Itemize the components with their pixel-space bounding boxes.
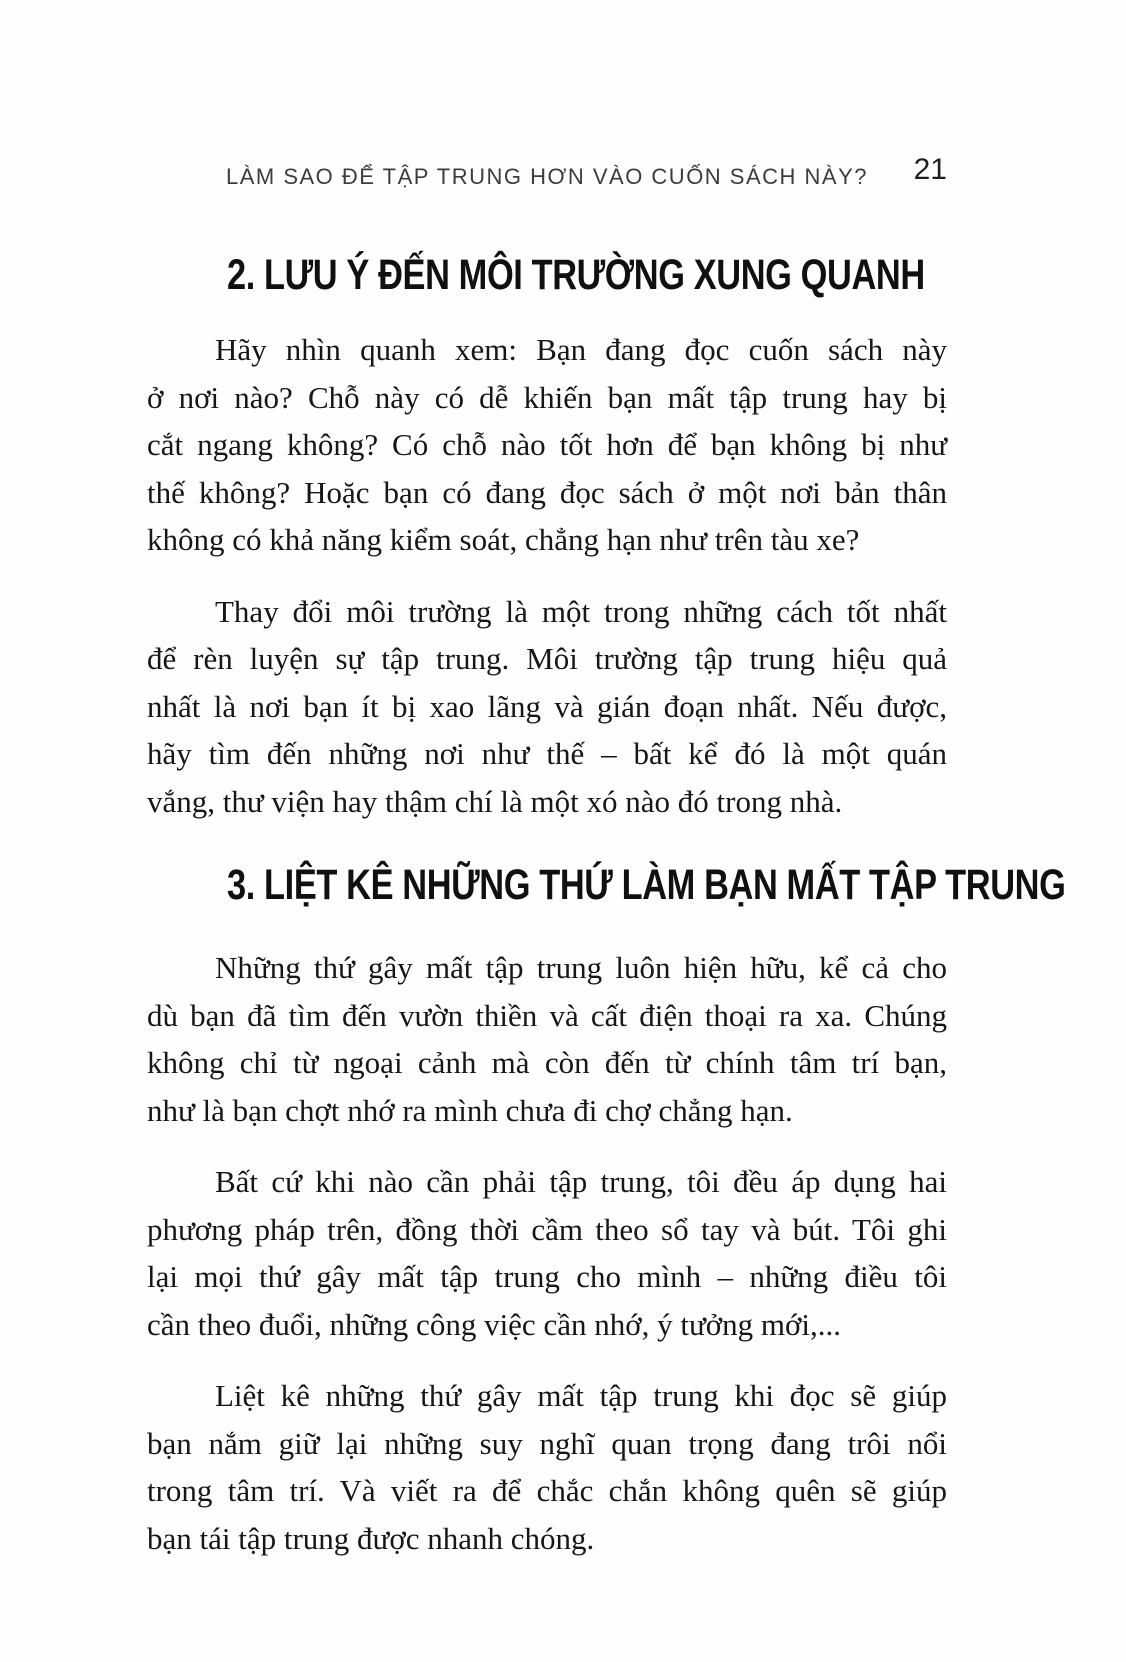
text-line: ở nơi nào? Chỗ này có dễ khiến bạn mất tập trung hay bị: [147, 379, 947, 415]
text-line: Bất cứ khi nào cần phải tập trung, tôi đều áp dụng hai: [215, 1164, 947, 1199]
text-line: dù bạn đã tìm đến vườn thiền và cất điện thoại ra xa. Chúng: [147, 997, 947, 1033]
text-line: trong tâm trí. Và viết ra để chắc chắn không quên sẽ giúp: [147, 1473, 947, 1508]
text-line: Liệt kê những thứ gây mất tập trung khi đọc sẽ giúp: [215, 1378, 947, 1413]
text-line: Thay đổi môi trường là một trong những cách tốt nhất: [215, 593, 947, 629]
section-body: [147, 326, 947, 825]
text-line: không chỉ từ ngoại cảnh mà còn đến từ chính tâm trí bạn,: [147, 1045, 947, 1080]
section-heading-environment: 2. LƯU Ý ĐẾN MÔI TRƯỜNG XUNG QUANH: [227, 251, 925, 299]
section-environment: [147, 250, 947, 825]
text-line: bạn nắm giữ lại những suy nghĩ quan trọng đang trôi nổi: [147, 1425, 947, 1461]
text-line: thế không? Hoặc bạn có đang đọc sách ở một nơi bản thân: [147, 474, 947, 510]
text-line: phương pháp trên, đồng thời cầm theo sổ tay và bút. Tôi ghi: [147, 1211, 947, 1247]
text-line: lại mọi thứ gây mất tập trung cho mình – những điều tôi: [147, 1259, 947, 1294]
text-line: hãy tìm đến những nơi như thế – bất kể đó là một quán: [147, 736, 947, 771]
section-heading-distractions: 3. LIỆT KÊ NHỮNG THỨ LÀM BẠN MẤT TẬP TRUNG: [227, 861, 1066, 909]
text-line: cần theo đuổi, những công việc cần nhớ, ý tưởng mới,...: [147, 1306, 842, 1342]
paragraph: [147, 326, 947, 564]
text-line: nhất là nơi bạn ít bị xao lãng và gián đoạn nhất. Nếu được,: [147, 688, 947, 724]
text-line: để rèn luyện sự tập trung. Môi trường tập trung hiệu quả: [147, 641, 947, 676]
text-line: cắt ngang không? Có chỗ nào tốt hơn để bạn không bị như: [147, 427, 947, 462]
running-head-title: LÀM SAO ĐỂ TẬP TRUNG HƠN VÀO CUỐN SÁCH NÀY?: [225, 164, 869, 189]
text-line: không có khả năng kiểm soát, chẳng hạn như trên tàu xe?: [147, 522, 860, 557]
text-line: Những thứ gây mất tập trung luôn hiện hữu, kể cả cho: [215, 950, 947, 985]
paragraph: [147, 588, 947, 826]
page-number: 21: [913, 153, 947, 186]
section-distractions: [147, 860, 1066, 1562]
text-line: Hãy nhìn quanh xem: Bạn đang đọc cuốn sách này: [215, 332, 947, 367]
text-line: như là bạn chợt nhớ ra mình chưa đi chợ chẳng hạn.: [147, 1092, 793, 1128]
text-line: vắng, thư viện hay thậm chí là một xó nào đó trong nhà.: [147, 783, 843, 819]
paragraph: [147, 1372, 947, 1562]
running-head: [147, 153, 947, 192]
paragraph: [147, 944, 947, 1134]
text-line: bạn tái tập trung được nhanh chóng.: [147, 1520, 595, 1556]
section-body: [147, 944, 947, 1562]
paragraph: [147, 1158, 947, 1348]
